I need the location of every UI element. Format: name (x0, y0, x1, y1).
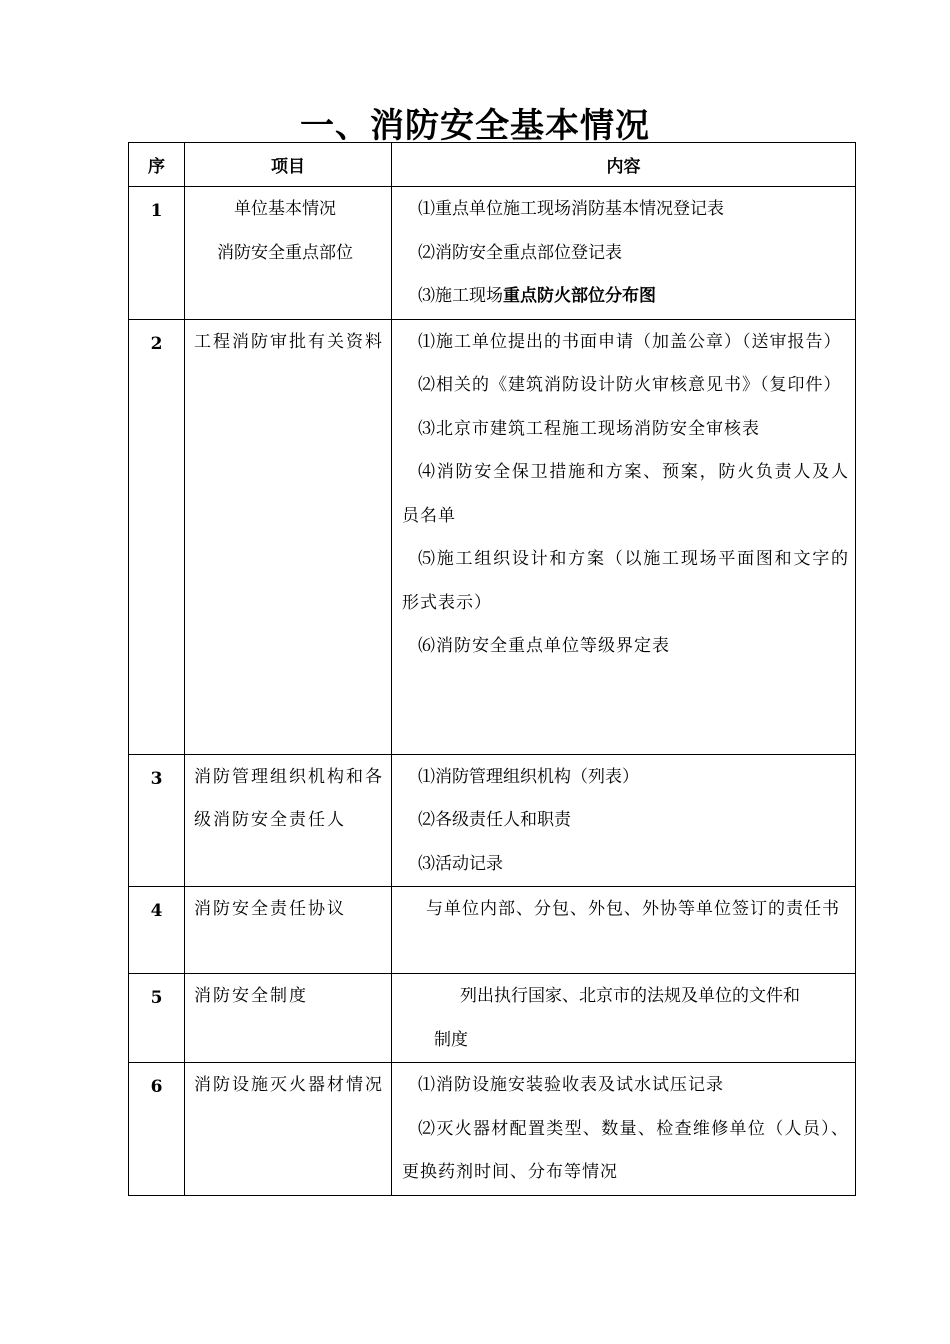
content-line: ⑴消防管理组织机构（列表） (418, 766, 639, 787)
header-item: 项目 (185, 143, 392, 187)
content-line (402, 275, 849, 319)
content-line: ⑴重点单位施工现场消防基本情况登记表 (418, 199, 724, 219)
row-item: 工程消防审批有关资料 (185, 319, 392, 754)
content-line: 列出执行国家、北京市的法规及单位的文件和 (460, 986, 800, 1006)
content-para: 与单位内部、分包、外包、外协等单位签订的责任书 (426, 899, 840, 919)
page-title: 一、消防安全基本情况 (300, 106, 650, 146)
content-para: ⑷消防安全保卫措施和方案、预案，防火负责人及人员名单 (402, 462, 849, 526)
row-content (392, 887, 856, 974)
item-line: 单位基本情况 (234, 199, 336, 219)
row-item: 消防管理组织机构和各级消防安全责任人 (185, 754, 392, 887)
table-row (129, 974, 856, 1063)
table-row (129, 187, 856, 320)
table-row (129, 754, 856, 887)
row-item: 消防安全制度 (185, 974, 392, 1063)
row-content (392, 754, 856, 887)
content-line: 制度 (434, 1029, 468, 1050)
row-item: 消防设施灭火器材情况 (185, 1063, 392, 1196)
row-seq: 5 (129, 974, 185, 1063)
row-item: 消防安全责任协议 (185, 887, 392, 974)
table-row (129, 1063, 856, 1196)
row-content (392, 1063, 856, 1196)
content-para: ⑵灭火器材配置类型、数量、检查维修单位（人员）、更换药剂时间、分布等情况 (402, 1118, 849, 1182)
row-content (392, 319, 856, 754)
row-item (185, 187, 392, 320)
table-row (129, 319, 856, 754)
header-content: 内容 (392, 143, 856, 187)
row-seq: 2 (129, 319, 185, 754)
content-para: ⑵相关的《建筑消防设计防火审核意见书》（复印件） (418, 375, 842, 395)
fire-safety-table (128, 142, 856, 1196)
row-seq: 1 (129, 187, 185, 320)
table-row (129, 887, 856, 974)
content-text: ⑶施工现场 (418, 286, 503, 306)
row-seq: 4 (129, 887, 185, 974)
content-para: ⑴施工单位提出的书面申请（加盖公章）（送审报告） (418, 331, 842, 352)
content-line: ⑶活动记录 (418, 853, 503, 874)
row-seq: 6 (129, 1063, 185, 1196)
table-header-row (129, 143, 856, 187)
row-seq: 3 (129, 754, 185, 887)
item-line: 消防安全重点部位 (217, 242, 353, 263)
row-content (392, 187, 856, 320)
content-para: ⑹消防安全重点单位等级界定表 (418, 636, 670, 656)
content-bold-text: 重点防火部位分布图 (503, 286, 656, 306)
content-line: ⑵各级责任人和职责 (418, 810, 571, 830)
header-seq: 序 (129, 143, 185, 187)
row-content (392, 974, 856, 1063)
content-para: ⑴消防设施安装验收表及试水试压记录 (418, 1075, 724, 1095)
content-line: ⑵消防安全重点部位登记表 (418, 242, 622, 263)
content-para: ⑶北京市建筑工程施工现场消防安全审核表 (418, 418, 760, 439)
content-para: ⑸施工组织设计和方案（以施工现场平面图和文字的形式表示） (402, 549, 849, 613)
